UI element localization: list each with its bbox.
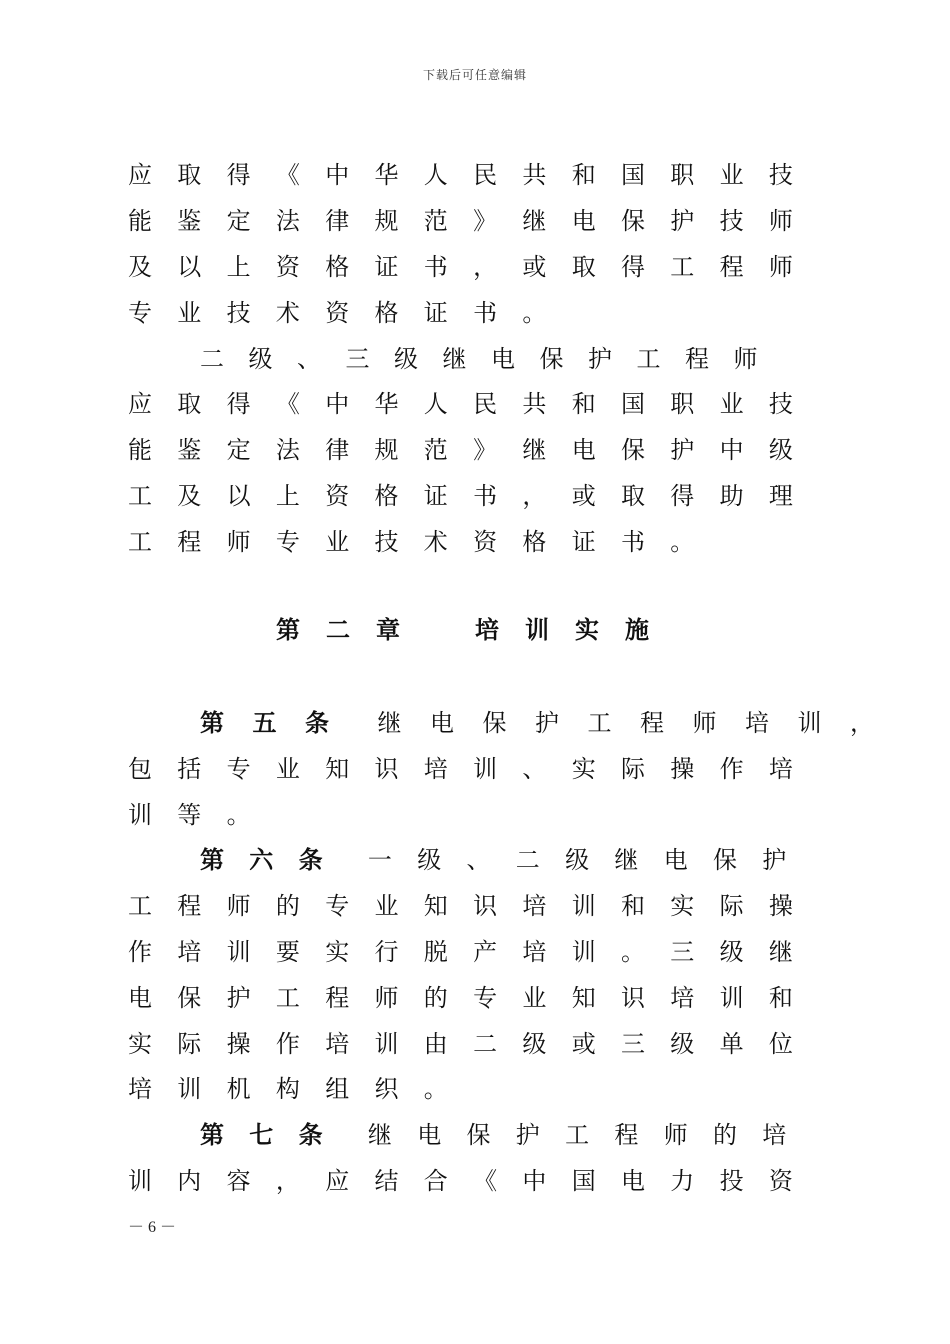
glyph: 继 [768, 938, 793, 966]
glyph: 师 [768, 207, 793, 235]
glyph: 识 [473, 892, 498, 920]
glyph: 织 [374, 1075, 399, 1103]
glyph: 资 [275, 253, 300, 281]
page-header: 下载后可任意编辑 [422, 68, 527, 82]
glyph: 程 [177, 892, 202, 920]
glyph: 组 [325, 1075, 350, 1103]
glyph: 三 [345, 345, 370, 373]
glyph: 知 [571, 984, 596, 1012]
glyph: 级 [522, 1030, 547, 1058]
glyph: 位 [768, 1030, 793, 1058]
glyph: 产 [473, 938, 498, 966]
glyph: 华 [374, 390, 399, 418]
text-line [0, 1027, 950, 1073]
glyph: 的 [275, 892, 300, 920]
glyph: 术 [423, 528, 448, 556]
glyph: 。 [670, 528, 695, 556]
glyph: 。 [621, 938, 645, 966]
glyph: 级 [670, 1030, 695, 1058]
glyph: 三 [621, 1030, 645, 1058]
glyph: 训 [226, 938, 251, 966]
text-line [0, 889, 950, 935]
glyph: 训 [128, 801, 152, 829]
glyph: 、 [522, 755, 547, 783]
glyph: 知 [325, 755, 350, 783]
glyph: 训 [571, 892, 596, 920]
glyph: 格 [374, 299, 399, 327]
glyph: 实 [575, 615, 599, 644]
glyph: 训 [473, 755, 498, 783]
glyph: 及 [128, 253, 152, 281]
glyph: 工 [587, 709, 612, 737]
glyph: 保 [713, 846, 737, 874]
glyph: 》 [473, 436, 498, 464]
glyph: 和 [621, 892, 645, 920]
glyph: 电 [430, 709, 454, 737]
glyph: 培 [423, 755, 448, 783]
glyph: 际 [177, 1030, 202, 1058]
glyph: 机 [226, 1075, 251, 1103]
glyph: 第 [276, 615, 300, 644]
glyph: 书 [473, 482, 498, 510]
glyph: 术 [275, 299, 300, 327]
glyph: 范 [423, 436, 448, 464]
glyph: 的 [423, 984, 448, 1012]
glyph: 保 [177, 984, 202, 1012]
glyph: 训 [177, 1075, 202, 1103]
glyph: 法 [275, 207, 300, 235]
glyph: 以 [226, 482, 251, 510]
glyph: 职 [670, 161, 695, 189]
glyph: 培 [522, 892, 547, 920]
glyph: 工 [128, 482, 152, 510]
glyph: 内 [177, 1167, 202, 1195]
glyph: 培 [670, 984, 695, 1012]
glyph: 程 [685, 345, 709, 373]
glyph: 或 [571, 482, 596, 510]
glyph: ， [850, 709, 874, 737]
glyph: 师 [374, 984, 399, 1012]
glyph: 操 [768, 892, 793, 920]
glyph: 资 [768, 1167, 793, 1195]
glyph: 书 [473, 299, 498, 327]
glyph: 继 [367, 1121, 392, 1149]
glyph: 三 [670, 938, 695, 966]
glyph: 上 [226, 253, 251, 281]
glyph: 共 [522, 390, 547, 418]
glyph: 师 [663, 1121, 688, 1149]
glyph: 定 [226, 436, 251, 464]
glyph: 训 [571, 938, 596, 966]
glyph: 业 [719, 390, 744, 418]
glyph: 第 [200, 845, 224, 874]
glyph: 括 [177, 755, 202, 783]
glyph: 保 [539, 345, 564, 373]
glyph: 训 [525, 615, 549, 644]
glyph: 师 [226, 892, 251, 920]
glyph: 及 [177, 482, 202, 510]
glyph: 第 [200, 708, 224, 737]
text-line [0, 935, 950, 981]
glyph: 人 [423, 161, 448, 189]
text-line [0, 479, 950, 525]
glyph: 继 [442, 345, 467, 373]
glyph: 作 [275, 1030, 300, 1058]
glyph: 培 [768, 755, 793, 783]
glyph: 训 [719, 984, 744, 1012]
text-line [0, 433, 950, 479]
glyph: 专 [275, 528, 300, 556]
glyph: 资 [325, 299, 350, 327]
glyph: 第 [200, 1120, 224, 1149]
text-line [0, 250, 950, 296]
glyph: 师 [692, 709, 717, 737]
glyph: 保 [466, 1121, 491, 1149]
text-line [0, 752, 950, 798]
glyph: 技 [768, 161, 793, 189]
glyph: 师 [226, 528, 251, 556]
glyph: 单 [719, 1030, 744, 1058]
glyph: 保 [621, 207, 645, 235]
glyph: 护 [588, 345, 612, 373]
glyph: 等 [177, 801, 202, 829]
glyph: 级 [768, 436, 793, 464]
glyph: 投 [719, 1167, 744, 1195]
glyph: 实 [571, 755, 596, 783]
glyph: 护 [515, 1121, 540, 1149]
glyph: 程 [177, 528, 202, 556]
glyph: 工 [128, 892, 152, 920]
glyph: ， [275, 1167, 300, 1195]
glyph: 二 [515, 846, 540, 874]
glyph: 中 [522, 1167, 547, 1195]
glyph: 《 [473, 1167, 498, 1195]
text-line [0, 1118, 950, 1164]
glyph: 合 [423, 1167, 448, 1195]
glyph: 培 [177, 938, 202, 966]
glyph: 工 [636, 345, 661, 373]
glyph: 实 [128, 1030, 152, 1058]
glyph: 华 [374, 161, 399, 189]
glyph: 共 [522, 161, 547, 189]
glyph: 。 [226, 801, 251, 829]
text-line [0, 158, 950, 204]
glyph: 级 [248, 345, 273, 373]
glyph: 定 [226, 207, 251, 235]
glyph: 章 [376, 615, 400, 644]
glyph: 际 [621, 755, 645, 783]
glyph: 实 [670, 892, 695, 920]
glyph: 级 [719, 938, 744, 966]
glyph: 业 [275, 755, 300, 783]
glyph: 规 [374, 207, 399, 235]
glyph: 资 [473, 528, 498, 556]
glyph: 国 [621, 390, 645, 418]
glyph: 得 [670, 482, 695, 510]
glyph: 。 [423, 1075, 448, 1103]
glyph: 继 [377, 709, 402, 737]
glyph: 际 [719, 892, 744, 920]
glyph: 条 [298, 845, 323, 874]
text-line [0, 843, 950, 889]
glyph: 以 [177, 253, 202, 281]
glyph: 级 [565, 846, 590, 874]
glyph: 二 [473, 1030, 498, 1058]
glyph: 工 [275, 984, 300, 1012]
glyph: 要 [275, 938, 300, 966]
glyph: 工 [128, 528, 152, 556]
glyph: 二 [326, 615, 350, 644]
glyph: 护 [670, 207, 695, 235]
glyph: 一 [367, 846, 392, 874]
text-line [0, 525, 950, 571]
glyph: 专 [473, 984, 498, 1012]
glyph: 操 [670, 755, 695, 783]
glyph: 六 [249, 845, 274, 874]
glyph: 《 [275, 161, 300, 189]
glyph: 操 [226, 1030, 251, 1058]
glyph: 继 [522, 207, 547, 235]
glyph: 识 [621, 984, 645, 1012]
glyph: 保 [621, 436, 645, 464]
glyph: 应 [128, 390, 152, 418]
glyph: 应 [128, 161, 152, 189]
glyph: 职 [670, 390, 695, 418]
text-line [0, 1072, 950, 1118]
glyph: 技 [719, 207, 744, 235]
glyph: 电 [417, 1121, 442, 1149]
glyph: 证 [374, 253, 399, 281]
page-number: － 6 － [128, 1219, 177, 1236]
glyph: 继 [522, 436, 547, 464]
glyph: 电 [128, 984, 152, 1012]
text-line [0, 204, 950, 250]
glyph: 法 [275, 436, 300, 464]
glyph: 师 [768, 253, 793, 281]
glyph: 规 [374, 436, 399, 464]
glyph: 得 [226, 161, 251, 189]
glyph: 人 [423, 390, 448, 418]
glyph: 条 [298, 1120, 323, 1149]
glyph: 专 [128, 299, 152, 327]
glyph: 取 [571, 253, 596, 281]
glyph: 作 [719, 755, 744, 783]
glyph: 》 [473, 207, 498, 235]
glyph: 培 [325, 1030, 350, 1058]
glyph: 得 [226, 390, 251, 418]
text-line [0, 613, 950, 659]
glyph: 技 [374, 528, 399, 556]
glyph: 的 [713, 1121, 737, 1149]
glyph: 专 [325, 892, 350, 920]
glyph: 实 [325, 938, 350, 966]
glyph: 《 [275, 390, 300, 418]
glyph: 电 [571, 436, 596, 464]
glyph: 和 [768, 984, 793, 1012]
glyph: 行 [374, 938, 399, 966]
glyph: 上 [275, 482, 300, 510]
glyph: 得 [621, 253, 645, 281]
text-line [0, 981, 950, 1027]
glyph: 电 [491, 345, 515, 373]
glyph: 取 [177, 161, 202, 189]
glyph: 、 [466, 846, 491, 874]
glyph: 工 [670, 253, 695, 281]
glyph: 训 [128, 1167, 152, 1195]
glyph: 理 [768, 482, 793, 510]
text-line [0, 1164, 950, 1210]
glyph: 格 [522, 528, 547, 556]
glyph: 国 [621, 161, 645, 189]
glyph: 业 [522, 984, 547, 1012]
glyph: ， [473, 253, 498, 281]
glyph: 脱 [423, 938, 448, 966]
glyph: 由 [423, 1030, 448, 1058]
glyph: 格 [374, 482, 399, 510]
glyph: 包 [128, 755, 152, 783]
glyph: 护 [535, 709, 559, 737]
glyph: 容 [226, 1167, 251, 1195]
glyph: 中 [325, 161, 350, 189]
glyph: 能 [128, 207, 152, 235]
glyph: ， [522, 482, 547, 510]
glyph: 电 [571, 207, 596, 235]
glyph: 识 [374, 755, 399, 783]
glyph: 鉴 [177, 436, 202, 464]
glyph: 和 [571, 390, 596, 418]
glyph: 业 [325, 528, 350, 556]
glyph: 护 [762, 846, 787, 874]
glyph: 程 [719, 253, 744, 281]
glyph: 民 [473, 390, 498, 418]
glyph: 五 [252, 708, 277, 737]
glyph: 业 [177, 299, 202, 327]
glyph: 律 [325, 207, 350, 235]
glyph: 电 [621, 1167, 645, 1195]
glyph: 二 [200, 345, 224, 373]
glyph: 继 [614, 846, 639, 874]
glyph: 构 [275, 1075, 300, 1103]
glyph: 中 [719, 436, 744, 464]
text-line [0, 387, 950, 433]
glyph: 应 [325, 1167, 350, 1195]
glyph: 培 [745, 709, 769, 737]
glyph: 证 [423, 299, 448, 327]
glyph: 培 [762, 1121, 787, 1149]
glyph: 训 [797, 709, 822, 737]
glyph: 施 [625, 615, 649, 644]
glyph: 或 [522, 253, 547, 281]
glyph: 中 [325, 390, 350, 418]
glyph: 和 [571, 161, 596, 189]
glyph: 级 [417, 846, 442, 874]
glyph: 技 [768, 390, 793, 418]
glyph: 鉴 [177, 207, 202, 235]
glyph: 资 [325, 482, 350, 510]
glyph: 国 [571, 1167, 596, 1195]
glyph: 培 [522, 938, 547, 966]
glyph: 电 [663, 846, 688, 874]
glyph: 书 [621, 528, 645, 556]
glyph: 知 [423, 892, 448, 920]
glyph: 证 [571, 528, 596, 556]
glyph: 取 [177, 390, 202, 418]
glyph: 能 [128, 436, 152, 464]
glyph: 力 [670, 1167, 695, 1195]
glyph: 范 [423, 207, 448, 235]
glyph: 格 [325, 253, 350, 281]
glyph: 师 [733, 345, 758, 373]
text-line [0, 706, 950, 752]
glyph: 培 [475, 615, 499, 644]
glyph: 培 [128, 1075, 152, 1103]
text-line [0, 342, 950, 388]
glyph: 技 [226, 299, 251, 327]
glyph: 律 [325, 436, 350, 464]
glyph: 业 [374, 892, 399, 920]
glyph: 作 [128, 938, 152, 966]
glyph: 取 [621, 482, 645, 510]
glyph: 训 [374, 1030, 399, 1058]
glyph: 、 [297, 345, 321, 373]
glyph: 级 [394, 345, 418, 373]
text-line [0, 296, 950, 342]
glyph: 七 [249, 1120, 274, 1149]
glyph: 护 [226, 984, 251, 1012]
glyph: 助 [719, 482, 744, 510]
glyph: 工 [565, 1121, 590, 1149]
glyph: 证 [423, 482, 448, 510]
glyph: 结 [374, 1167, 399, 1195]
glyph: 专 [226, 755, 251, 783]
glyph: 程 [640, 709, 664, 737]
text-line [0, 798, 950, 844]
glyph: 程 [614, 1121, 639, 1149]
glyph: 护 [670, 436, 695, 464]
glyph: 业 [719, 161, 744, 189]
glyph: 书 [423, 253, 448, 281]
glyph: 程 [325, 984, 350, 1012]
glyph: 或 [571, 1030, 596, 1058]
glyph: 。 [522, 299, 547, 327]
glyph: 条 [305, 708, 329, 737]
glyph: 保 [482, 709, 507, 737]
glyph: 民 [473, 161, 498, 189]
